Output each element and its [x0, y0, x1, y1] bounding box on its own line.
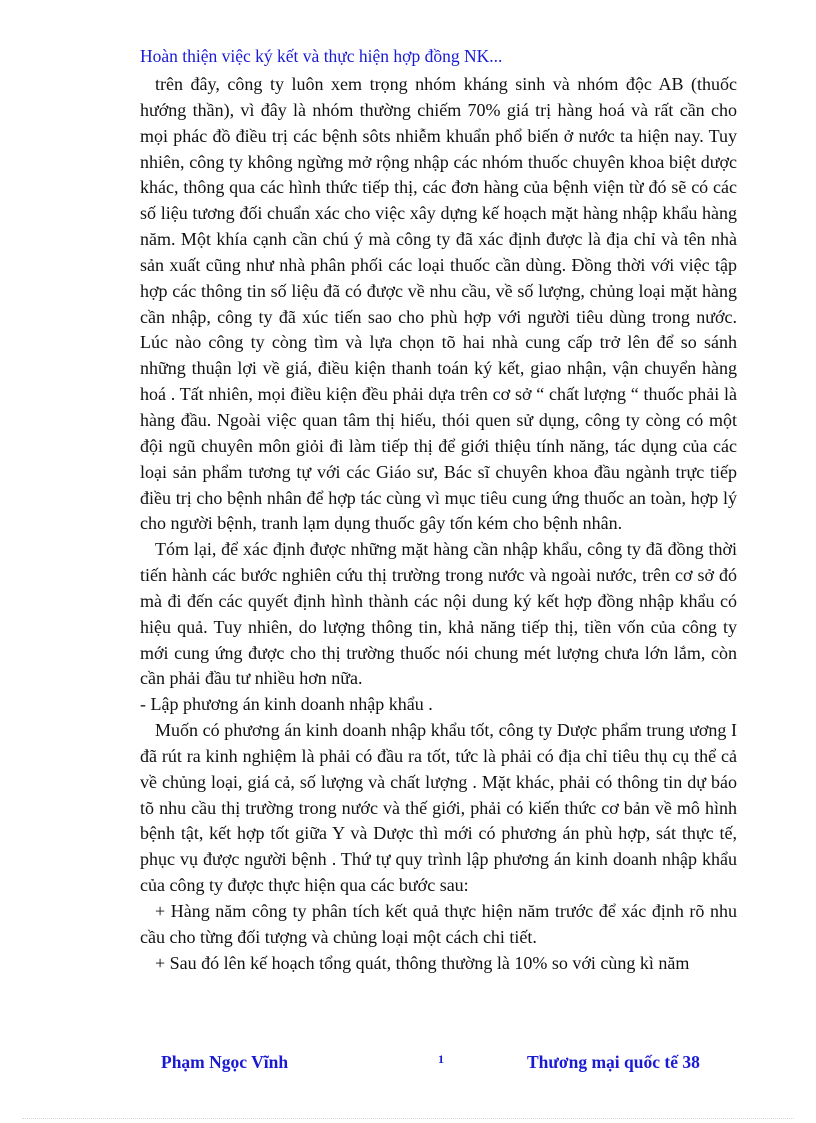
page-bottom-edge — [22, 1118, 794, 1119]
paragraph-summary: Tóm lại, để xác định được những mặt hàng cần nhập khẩu, công ty đã đồng thời tiến hành các bước nghiên cứu thị trường trong nước và ngoài nước, trên cơ sở đó mà đi đến các quyết định hình thành các nội dung ký kết hợp đồng nhập khẩu có hiệu quả. Tuy nhiên, do lượng thông tin, khả năng tiếp thị, tiền vốn của công ty mới cung ứng được cho thị trường thuốc nói chung mét lượng chưa lớn lắm, còn cần phải đầu tư nhiều hơn nữa. — [140, 539, 737, 689]
list-item-general-plan: + Sau đó lên kế hoạch tổng quát, thông thường là 10% so với cùng kì năm — [155, 952, 690, 973]
footer-page-number: 1 — [438, 1052, 444, 1066]
footer-author: Phạm Ngọc Vĩnh — [161, 1052, 289, 1072]
section-heading-business-plan: - Lập phương án kinh doanh nhập khẩu . — [140, 694, 433, 715]
document-body — [140, 72, 737, 977]
footer-class-label: Thương mại quốc tế 38 — [527, 1052, 700, 1072]
paragraph-product-groups: trên đây, công ty luôn xem trọng nhóm kháng sinh và nhóm độc AB (thuốc hướng thần), vì đây là nhóm thường chiếm 70% giá trị hàng hoá và rất cần cho mọi phác đồ điều trị các bệnh sôts nhiễm khuẩn phổ biến ở nước ta hiện nay. Tuy nhiên, công ty không ngừng mở rộng nhập các nhóm thuốc chuyên khoa biệt dược khác, thông qua các hình thức tiếp thị, các đơn hàng của bệnh viện từ đó sẽ có các số liệu tương đối chuẩn xác cho việc xây dựng kế hoạch mặt hàng nhập khẩu hàng năm. Một khía cạnh cần chú ý mà công ty đã xác định được là địa chỉ và tên nhà sản xuất cũng như nhà phân phối các loại thuốc cần dùng. Đồng thời với việc tập hợp các thông tin số liệu đã có được về nhu cầu, về số lượng, chủng loại mặt hàng cần nhập, công ty đã xúc tiến sao cho phù hợp với người tiêu dùng trong nước. Lúc nào công ty còng tìm và lựa chọn tõ hai nhà cung cấp trở lên để so sánh những thuận lợi về giá, điều kiện thanh toán ký kết, giao nhận, vận chuyển hàng hoá . Tất nhiên, mọi điều kiện đều phải dựa trên cơ sở “ chất lượng “ thuốc phải là hàng đầu. Ngoài việc quan tâm thị hiếu, thói quen sử dụng, công ty còng có một đội ngũ chuyên môn giỏi đi làm tiếp thị để giới thiệu tính năng, tác dụng của các loại sản phẩm tương tự với các Giáo sư, Bác sĩ chuyên khoa đầu ngành trực tiếp điều trị cho bệnh nhân để hợp tác cùng vì mục tiêu cung ứng thuốc an toàn, hợp lý cho người bệnh, tranh lạm dụng thuốc gây tốn kém cho bệnh nhân. — [140, 74, 737, 534]
paragraph-business-plan: Muốn có phương án kinh doanh nhập khẩu tốt, công ty Dược phẩm trung ương I đã rút ra kinh nghiệm là phải có đầu ra tốt, tức là phải có địa chỉ tiêu thụ cụ thể cả về chủng loại, giá cả, số lượng và chất lượng . Mặt khác, phải có thông tin dự báo tõ nhu cầu thị trường trong nước và thế giới, phải có kiến thức cơ bản về mô hình bệnh tật, kết hợp tốt giữa Y và Dược thì mới có phương án phù hợp, sát thực tế, phục vụ được người bệnh . Thứ tự quy trình lập phương án kinh doanh nhập khẩu của công ty được thực hiện qua các bước sau: — [140, 720, 737, 896]
document-header: Hoàn thiện việc ký kết và thực hiện hợp đồng NK... — [140, 46, 503, 66]
list-item-annual-analysis: + Hàng năm công ty phân tích kết quả thực hiện năm trước để xác định rõ nhu cầu cho từng đối tượng và chủng loại một cách chi tiết. — [140, 901, 737, 947]
